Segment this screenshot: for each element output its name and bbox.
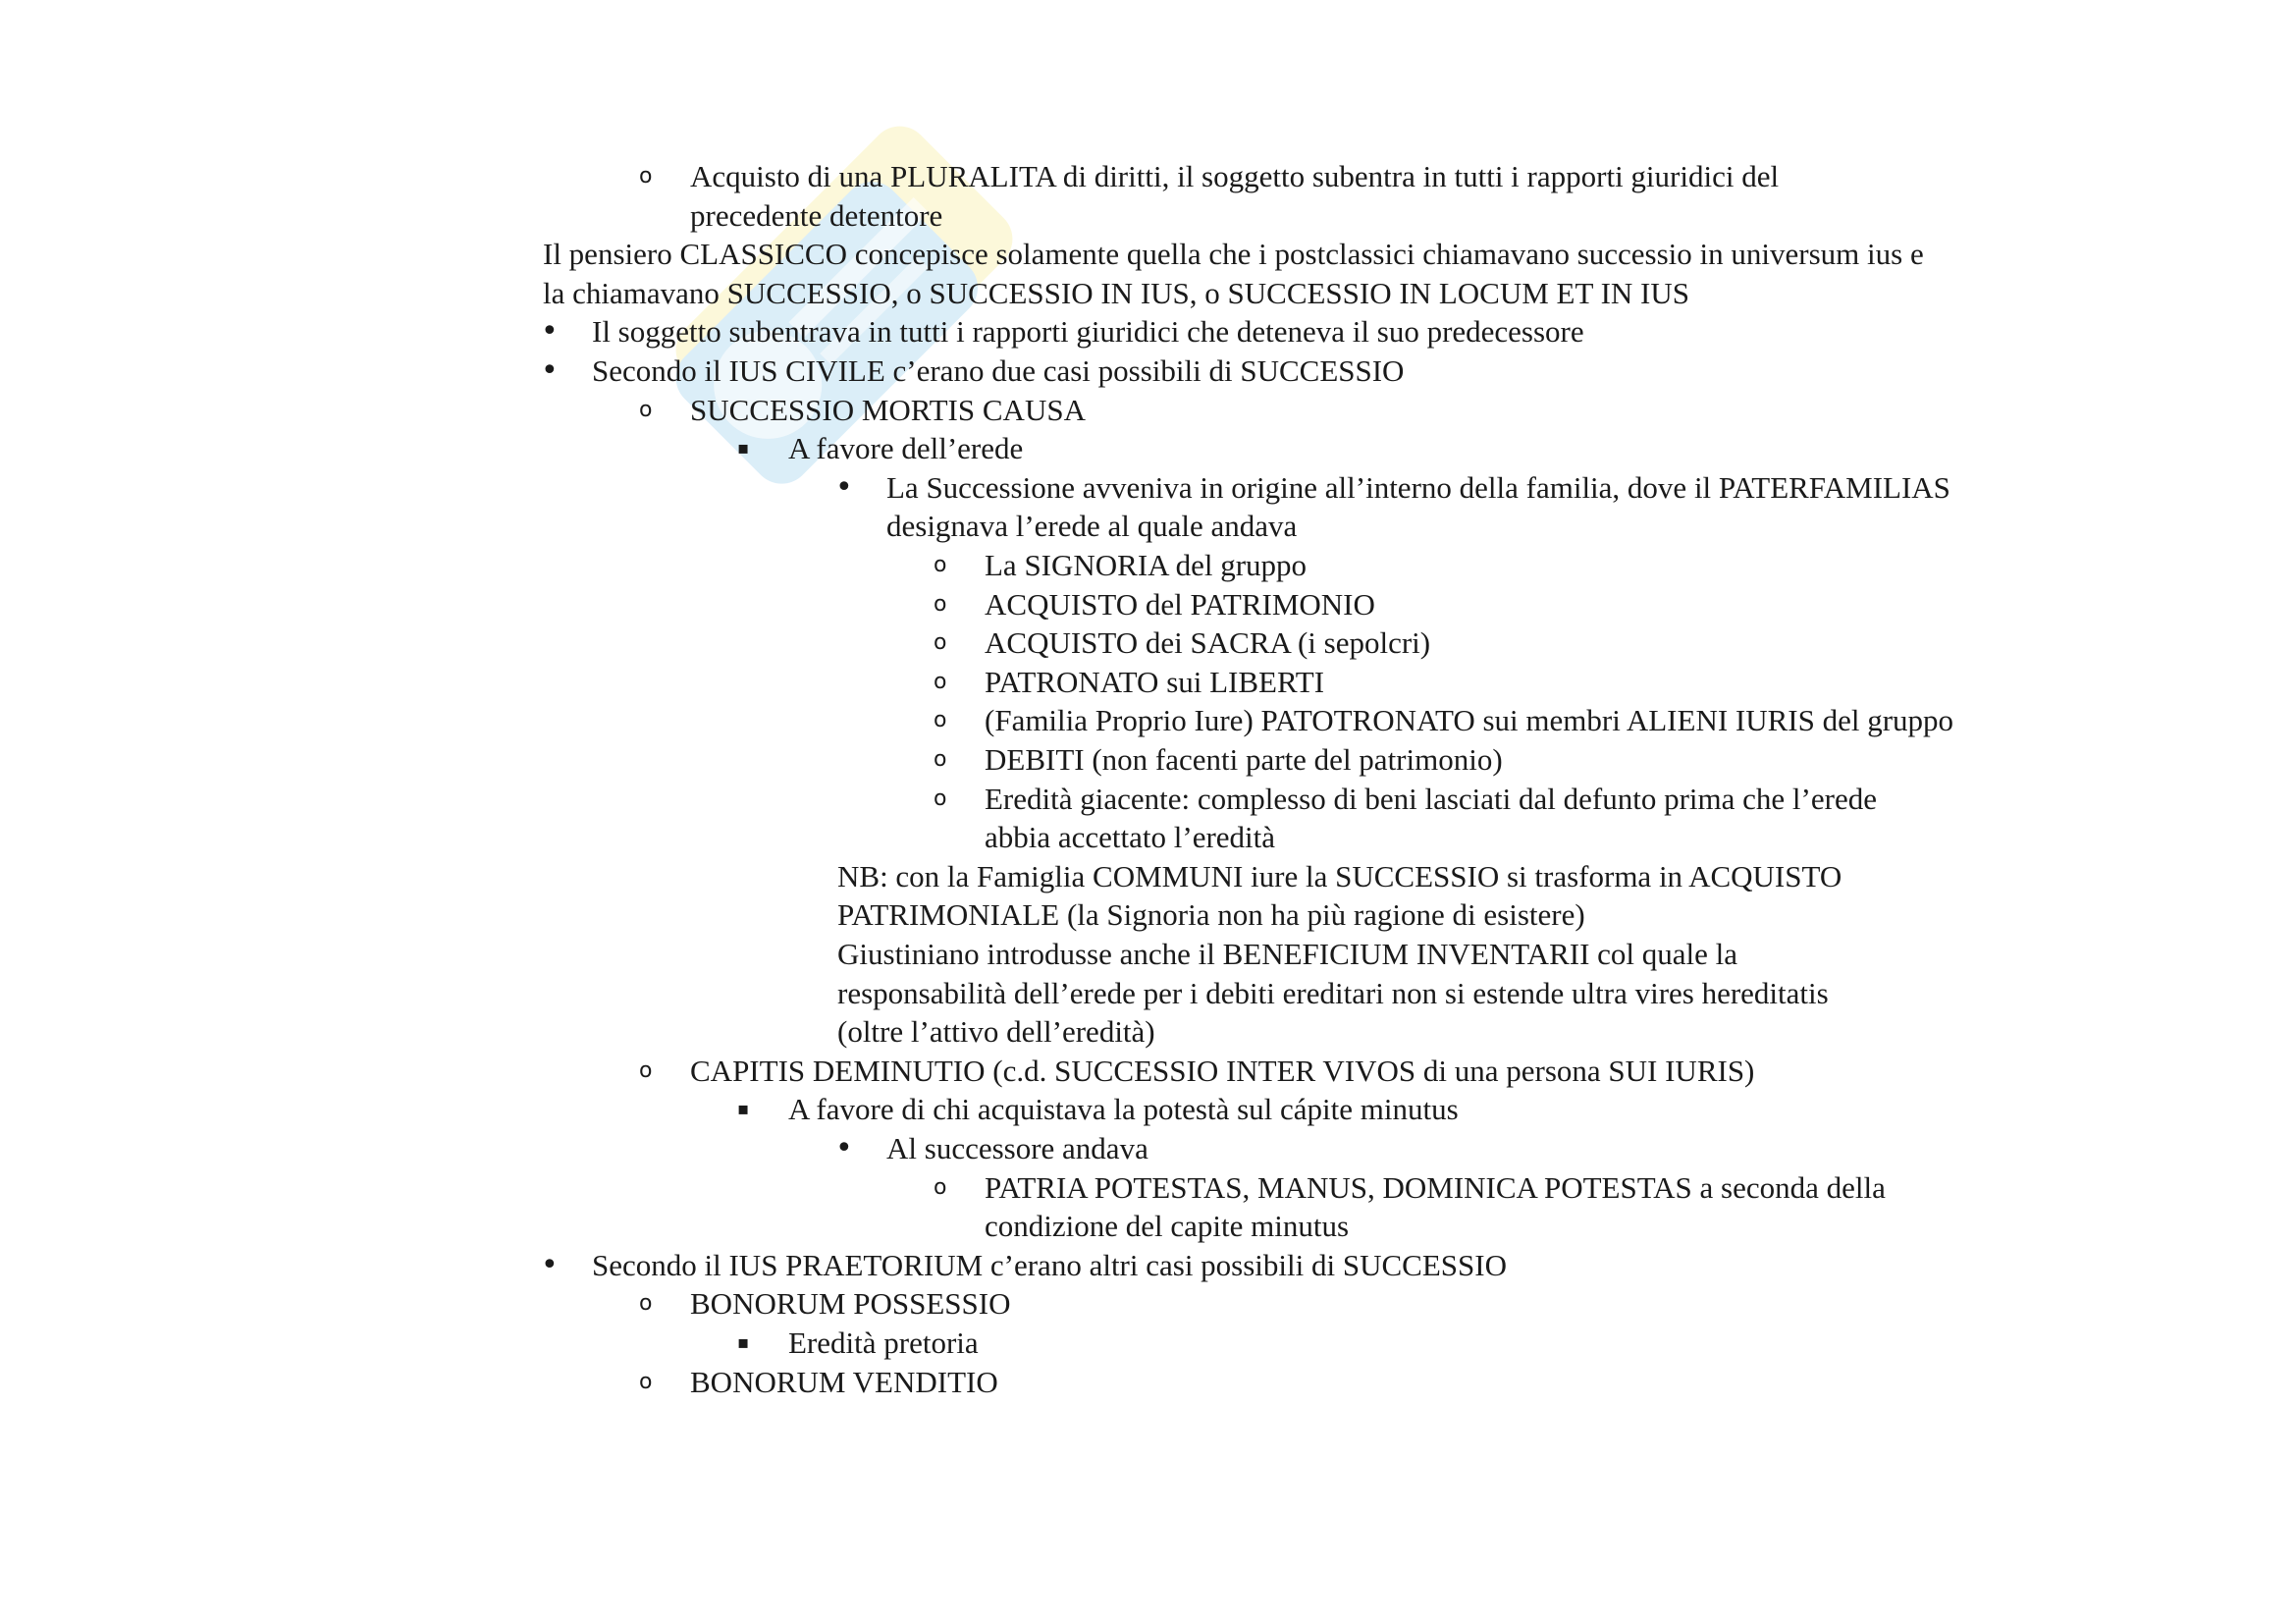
text-line: Secondo il IUS CIVILE c’erano due casi possibili di SUCCESSIO <box>592 353 1405 388</box>
circle-bullet-icon: o <box>934 785 947 811</box>
circle-bullet-icon: o <box>934 708 947 733</box>
circle-bullet-icon: o <box>934 1174 947 1200</box>
bullet-bullet-icon: • <box>541 1247 559 1282</box>
text-line: la chiamavano SUCCESSIO, o SUCCESSIO IN IUS, o SUCCESSIO IN LOCUM ET IN IUS <box>543 275 1690 310</box>
text-line: SUCCESSIO MORTIS CAUSA <box>690 392 1086 427</box>
circle-bullet-icon: o <box>934 747 947 772</box>
square-bullet-icon: ▪ <box>737 1099 750 1120</box>
text-line: CAPITIS DEMINUTIO (c.d. SUCCESSIO INTER VIVOS di una persona SUI IURIS) <box>690 1053 1755 1088</box>
circle-bullet-icon: o <box>934 630 947 656</box>
text-line: PATRIMONIALE (la Signoria non ha più ragione di esistere) <box>837 897 1585 933</box>
circle-bullet-icon: o <box>934 553 947 577</box>
bullet-bullet-icon: • <box>835 469 853 505</box>
text-line: A favore dell’erede <box>788 431 1024 466</box>
text-line: BONORUM POSSESSIO <box>690 1286 1011 1322</box>
text-line: PATRONATO sui LIBERTI <box>985 664 1325 699</box>
square-bullet-icon: ▪ <box>737 438 750 460</box>
text-line: Acquisto di una PLURALITA di diritti, il soggetto subentra in tutti i rapporti giuridici del <box>690 159 1780 193</box>
text-line: responsabilità dell’erede per i debiti ereditari non si estende ultra vires hereditatis <box>837 975 1829 1010</box>
text-line: NB: con la Famiglia COMMUNI iure la SUCCESSIO si trasforma in ACQUISTO <box>837 858 1842 893</box>
text-line: Secondo il IUS PRAETORIUM c’erano altri casi possibili di SUCCESSIO <box>592 1247 1507 1282</box>
circle-bullet-icon: o <box>639 164 653 189</box>
text-line: A favore di chi acquistava la potestà sul cápite minutus <box>788 1092 1459 1127</box>
text-line: Al successore andava <box>886 1131 1148 1165</box>
text-line: DEBITI (non facenti parte del patrimonio) <box>985 742 1503 777</box>
text-line: (oltre l’attivo dell’eredità) <box>837 1014 1155 1050</box>
bullet-bullet-icon: • <box>541 314 559 350</box>
text-line: Eredità giacente: complesso di beni lasciati dal defunto prima che l’erede <box>985 781 1877 816</box>
text-line: precedente detentore <box>690 197 943 233</box>
circle-bullet-icon: o <box>639 1369 653 1394</box>
text-line: designava l’erede al quale andava <box>886 509 1298 544</box>
circle-bullet-icon: o <box>639 1291 653 1317</box>
bullet-bullet-icon: • <box>835 1131 853 1165</box>
text-line: La SIGNORIA del gruppo <box>985 548 1308 582</box>
text-line: ACQUISTO dei SACRA (i sepolcri) <box>985 625 1431 661</box>
circle-bullet-icon: o <box>639 1057 653 1083</box>
bullet-bullet-icon: • <box>541 353 559 388</box>
text-line: abbia accettato l’eredità <box>985 820 1276 855</box>
circle-bullet-icon: o <box>639 397 653 422</box>
square-bullet-icon: ▪ <box>737 1332 750 1353</box>
text-line: La Successione avveniva in origine all’interno della familia, dove il PATERFAMILIAS <box>886 469 1950 505</box>
text-line: condizione del capite minutus <box>985 1209 1350 1244</box>
text-line: Il soggetto subentrava in tutti i rapporti giuridici che deteneva il suo predecessore <box>592 314 1584 350</box>
text-line: (Familia Proprio Iure) PATOTRONATO sui membri ALIENI IURIS del gruppo <box>985 703 1954 738</box>
circle-bullet-icon: o <box>934 591 947 617</box>
text-line: ACQUISTO del PATRIMONIO <box>985 586 1375 622</box>
text-line: PATRIA POTESTAS, MANUS, DOMINICA POTESTAS a seconda della <box>985 1169 1886 1205</box>
text-line: BONORUM VENDITIO <box>690 1364 998 1399</box>
circle-bullet-icon: o <box>934 669 947 694</box>
text-line: Il pensiero CLASSICCO concepisce solamente quella che i postclassici chiamavano successio in universum ius e <box>543 237 1924 272</box>
text-line: Eredità pretoria <box>788 1325 979 1360</box>
text-line: Giustiniano introdusse anche il BENEFICIUM INVENTARII col quale la <box>837 937 1738 971</box>
